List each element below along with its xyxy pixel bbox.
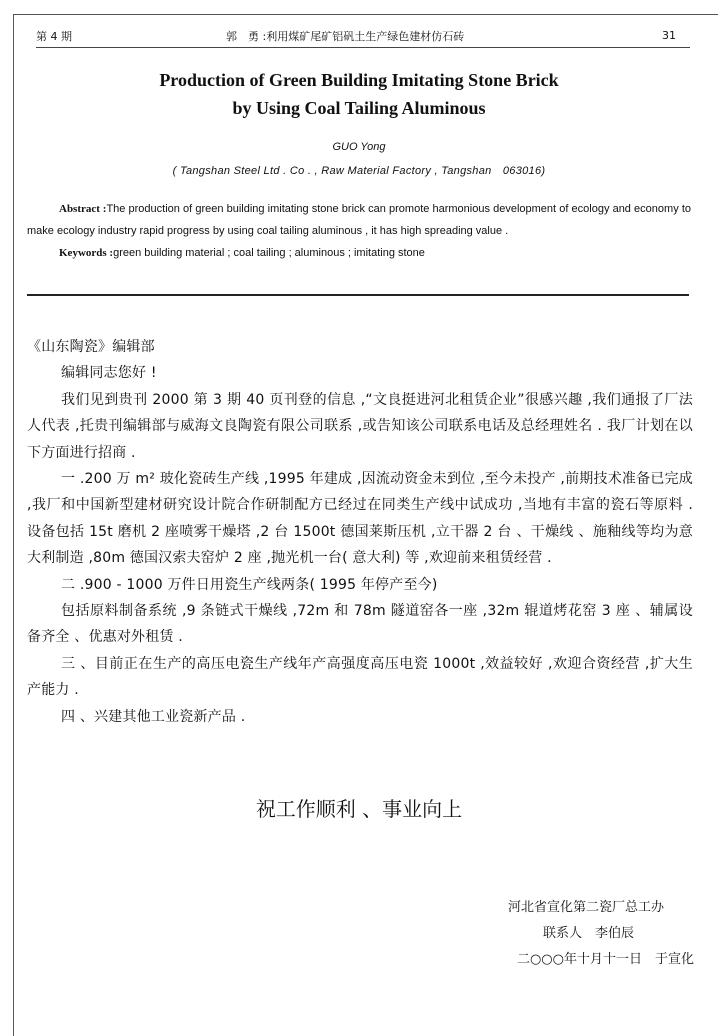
issue-number: 第 4 期 [36,30,72,43]
keywords-paragraph [27,242,691,264]
letter-paragraph-4: 包括原料制备系统 ,9 条链式干燥线 ,72m 和 78m 隧道窑各一座 ,32m 辊道烤花窑 3 座 、辅属设备齐全 、优惠对外租赁 . [27,603,693,646]
page-number: 31 [662,29,676,42]
letter-body [27,334,693,730]
abstract-paragraph [27,198,691,242]
letter-paragraph-1: 我们见到贵刊 2000 第 3 期 40 页刊登的信息 ,“文良挺进河北租赁企业”很感兴趣 ,我们通报了厂法人代表 ,托贵刊编辑部与威海文良陶瓷有限公司联系 ,或告知该公司联系电话及总经理姓名 . 我厂计划在以下方面进行招商 . [27,391,693,461]
abstract-block [27,198,691,264]
header-rule [36,47,690,48]
letter-paragraph-2: 一 .200 万 m² 玻化瓷砖生产线 ,1995 年建成 ,因流动资金未到位 ,至今未投产 ,前期技术准备已完成 ,我厂和中国新型建材研究设计院合作研制配方已经过在同类生产线中试成功 ,当地有丰富的瓷石等原料 . 设备包括 15t 磨机 2 座喷雾干燥塔 ,2 台 1500t 德国莱斯压机 ,立干器 2 台 、干燥线 、施釉线等均为意大利制造 ,80m 德国汉索夫窑炉 2 座 ,抛光机一台( 意大利) 等 ,欢迎前来租赁经营 . [27,471,693,567]
title-line-1: Production of Green Building Imitating Stone Brick [159,70,559,90]
closing-wish: 祝工作顺利 、事业向上 [255,797,463,821]
keywords-label: Keywords : [59,247,114,259]
article-title [0,66,718,122]
abstract-label: Abstract : [59,203,107,215]
abstract-text: The production of green building imitating stone brick can promote harmonious development of ecology and economy to make ecology industry rapid progress by using coal tailing aluminous , it has high spreading value . [27,203,692,237]
signature-contact: 联系人 李伯辰 [542,926,634,941]
author-affiliation: ( Tangshan Steel Ltd . Co . , Raw Material Factory , Tangshan 063016) [172,165,546,177]
letter-paragraph-5: 三 、目前正在生产的高压电瓷生产线年产高强度高压电瓷 1000t ,效益较好 ,欢迎合资经营 ,扩大生产能力 . [27,655,693,699]
letter-paragraph-6: 四 、兴建其他工业瓷新产品 . [61,708,246,725]
letter-addressee: 《山东陶瓷》编辑部 [27,339,155,355]
page-border-top [13,14,718,15]
section-divider [27,294,689,296]
keywords-text: green building material ; coal tailing ; aluminous ; imitating stone [113,247,425,259]
letter-paragraph-3: 二 .900 - 1000 万件日用瓷生产线两条( 1995 年停产至今) [61,576,438,593]
signature-organization: 河北省宣化第二瓷厂总工办 [507,900,664,915]
running-title: 郭 勇 :利用煤矿尾矿铝矾土生产绿色建材仿石砖 [226,30,465,43]
signature-date: 二○○○年十月十一日 于宣化 [516,952,694,967]
page-header [36,22,676,46]
title-line-2: by Using Coal Tailing Aluminous [232,98,486,118]
letter-greeting: 编辑同志您好 ! [61,365,157,382]
author-name: GUO Yong [332,141,386,153]
